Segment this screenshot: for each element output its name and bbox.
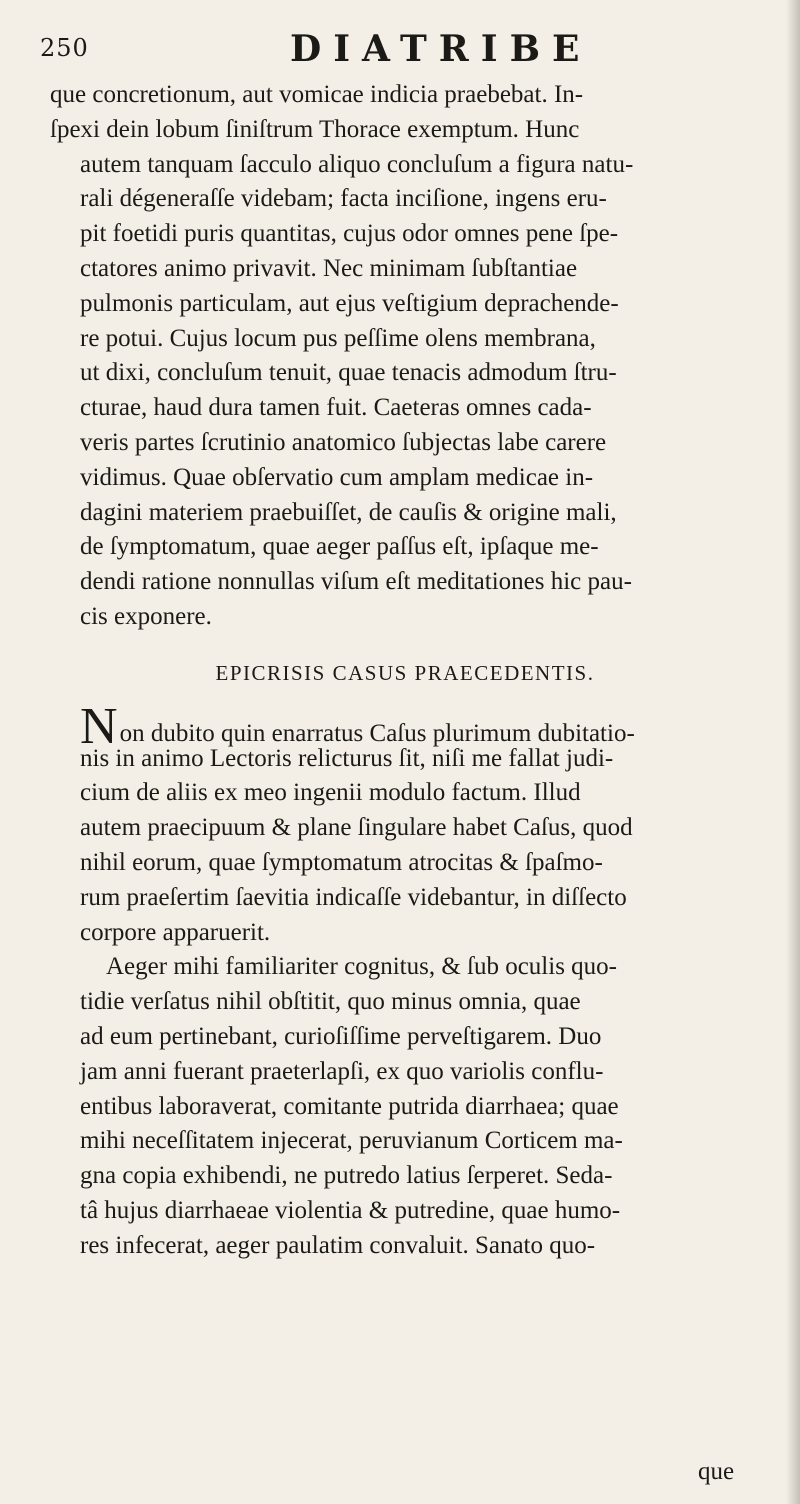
text-line: ad eum pertinebant, curioſiſſime perveſtigarem. Duo — [80, 1022, 602, 1050]
text-line: dendi ratione nonnullas viſum eſt meditationes hic pau- — [80, 568, 632, 596]
text-line: cturae, haud dura tamen fuit. Caeteras omnes cada- — [80, 394, 592, 422]
text-line — [50, 697, 760, 755]
text-line: dagini materiem praebuiſſet, de cauſis & origine mali, — [80, 498, 617, 526]
page-edge-shadow — [786, 0, 800, 1504]
first-line-text: on dubito quin enarratus Caſus plurimum dubitatio- — [119, 719, 635, 747]
text-line: nihil eorum, quae ſymptomatum atrocitas & ſpaſmo- — [80, 848, 603, 876]
text-line: ſpexi dein lobum ſiniſtrum Thorace exemptum. Hunc — [50, 115, 580, 143]
text-line: Aeger mihi familiariter cognitus, & ſub oculis quo- — [106, 953, 617, 981]
text-block — [50, 78, 760, 1264]
text-line: autem praecipuum & plane ſingulare habet Caſus, quod — [80, 814, 633, 842]
text-line: tâ hujus diarrhaeae violentia & putredine, quae humo- — [80, 1196, 621, 1224]
text-line: ctatores animo privavit. Nec minimam ſubſtantiae — [80, 254, 578, 282]
text-line: rum praeſertim ſaevitia indicaſſe videbantur, in diſſecto — [80, 883, 627, 911]
text-line: autem tanquam ſacculo aliquo concluſum a figura natu- — [80, 150, 634, 178]
text-line: res infecerat, aeger paulatim convaluit. Sanato quo- — [80, 1231, 596, 1259]
text-line: veris partes ſcrutinio anatomico ſubjectas labe carere — [80, 428, 607, 456]
page-header — [40, 28, 760, 68]
text-line: rali dégeneraſſe videbam; facta inciſione, ingens eru- — [80, 185, 607, 213]
text-line: entibus laboraverat, comitante putrida diarrhaea; quae — [80, 1092, 619, 1120]
text-line: gna copia exhibendi, ne putredo latius ſerperet. Seda- — [80, 1162, 613, 1190]
text-line: de ſymptomatum, quae aeger paſſus eſt, ipſaque me- — [80, 533, 599, 561]
running-title: DIATRIBE — [290, 28, 592, 70]
text-line: nis in animo Lectoris relicturus ſit, niſi me fallat judi- — [80, 744, 614, 772]
paragraph-1 — [50, 78, 760, 635]
text-line: ut dixi, concluſum tenuit, quae tenacis admodum ſtru- — [80, 359, 617, 387]
text-line: pit foetidi puris quantitas, cujus odor omnes pene ſpe- — [80, 220, 619, 248]
text-line: jam anni fuerant praeterlapſi, ex quo variolis conflu- — [80, 1057, 604, 1085]
text-line: cium de aliis ex meo ingenii modulo factum. Illud — [80, 779, 581, 807]
text-line: tidie verſatus nihil obſtitit, quo minus omnia, quae — [80, 988, 581, 1016]
paragraph-2 — [50, 697, 760, 951]
paragraph-3 — [50, 950, 760, 1263]
text-line: cis exponere. — [80, 602, 212, 630]
text-line: pulmonis particulam, aut ejus veſtigium deprachende- — [80, 289, 619, 317]
page-number: 250 — [40, 34, 89, 62]
section-heading: EPICRISIS CASUS PRAECEDENTIS. — [215, 660, 595, 685]
text-line: re potui. Cujus locum pus peſſime olens membrana, — [80, 324, 596, 352]
text-line: que concretionum, aut vomicae indicia praebebat. In- — [50, 81, 584, 108]
drop-cap: N — [80, 697, 118, 755]
text-line: mihi neceſſitatem injecerat, peruvianum Corticem ma- — [80, 1127, 623, 1155]
text-line: vidimus. Quae obſervatio cum amplam medicae in- — [80, 463, 594, 491]
text-line: corpore apparuerit. — [80, 918, 271, 946]
catchword: que — [698, 1458, 735, 1485]
